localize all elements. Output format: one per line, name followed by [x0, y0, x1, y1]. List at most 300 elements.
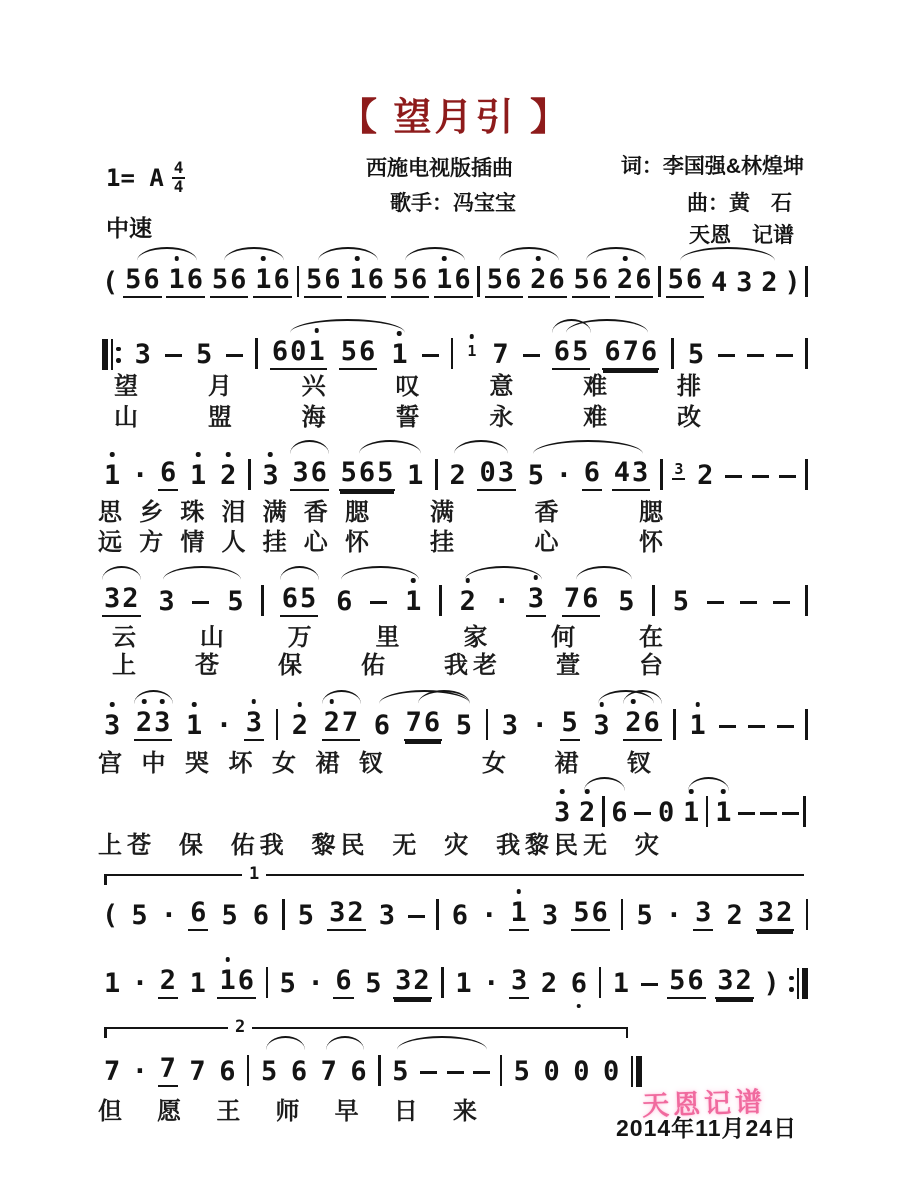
barline: [621, 899, 624, 930]
note-digit: 3: [245, 708, 263, 738]
duration-dash: [422, 354, 439, 358]
octave-dot-high: [470, 334, 475, 339]
barline: [276, 709, 279, 740]
note-digit: 7: [159, 1053, 176, 1084]
note-digit: 5: [227, 586, 244, 617]
note-digits: [582, 458, 602, 491]
lyrics-line: [98, 743, 656, 778]
duration-dash: [776, 354, 793, 358]
lyric-syllable: 永: [489, 404, 519, 431]
note-digit: 6: [143, 264, 160, 295]
note-digits: [102, 969, 122, 999]
note: [528, 265, 567, 298]
lyric-syllable: 兴: [301, 373, 331, 400]
note: [434, 265, 473, 298]
note-digits: [539, 969, 559, 999]
note-digit: 0: [573, 1056, 590, 1087]
final-barline: [631, 1056, 642, 1087]
note-digits: [217, 966, 256, 999]
slur-arc: [322, 690, 361, 704]
slur-arc: [499, 247, 560, 261]
barline: [500, 1055, 503, 1086]
octave-dot-high: [268, 452, 273, 457]
duration-dash: [165, 354, 182, 358]
note: [218, 461, 238, 491]
note-digit: 7: [492, 339, 509, 370]
note-digit: 5: [125, 264, 142, 295]
note-digit: 3: [104, 583, 121, 614]
octave-dot-high: [225, 957, 230, 962]
note-digit: 6: [604, 336, 621, 367]
barline: [378, 1055, 381, 1086]
note: [377, 901, 397, 931]
repeat-dots: [116, 347, 121, 363]
note: [450, 901, 470, 931]
octave-dot-high: [560, 789, 565, 794]
note-digit: 5: [300, 583, 317, 614]
note-digit: 1: [189, 968, 206, 999]
note-digits: [244, 708, 264, 741]
lyric-syllable: 意: [489, 373, 519, 400]
lyrics-segment: [98, 522, 374, 557]
note-digit: 6: [570, 969, 588, 999]
note-digit: 7: [622, 336, 639, 367]
slur-arc: [326, 1036, 364, 1050]
note-digits: [280, 584, 319, 617]
tempo-marking: 中速: [106, 215, 152, 241]
note-digit: 6: [271, 336, 289, 367]
note-digits: [405, 461, 425, 491]
note-digits: [289, 1057, 309, 1087]
lyric-syllable: 裙: [315, 750, 345, 777]
lyric-syllable: 萱: [556, 652, 585, 679]
lyric-syllable: 来: [452, 1098, 482, 1125]
note: [512, 1057, 532, 1087]
augmentation-dot: ·: [160, 900, 177, 931]
note-digits: [334, 587, 354, 617]
note-digit: 5: [455, 710, 473, 741]
lyric-syllable: 泪: [221, 499, 251, 526]
note-digits: [158, 966, 178, 999]
note-digit: 0: [543, 1056, 560, 1087]
note-digits: [290, 458, 329, 491]
note-digit: 6: [685, 264, 703, 295]
lyric-syllable: 我老: [444, 652, 502, 679]
note-digit: 3: [632, 457, 649, 488]
note-digit: 2: [413, 965, 430, 996]
note-digit: 2: [135, 708, 153, 738]
octave-dot-high: [192, 702, 197, 707]
lyric-syllable: 佑我: [230, 832, 289, 859]
note-digit: 6: [190, 897, 207, 928]
note: [158, 1054, 178, 1087]
note-digit: 5: [131, 900, 148, 931]
slur-arc: [102, 566, 141, 580]
note-digit: 0: [603, 1056, 620, 1087]
duration-dash: [523, 354, 540, 358]
note-digit: 5: [305, 264, 323, 295]
octave-dot-low: [577, 1004, 582, 1009]
lyric-syllable: 王: [216, 1098, 246, 1125]
note-digits: [671, 587, 691, 617]
notation-line-verse1: [102, 332, 808, 370]
slur-arc: [688, 777, 729, 791]
close-paren: ): [784, 267, 801, 298]
note: [693, 898, 713, 931]
note-digit: 5: [392, 1056, 409, 1087]
duration-dash: [707, 601, 724, 605]
note-digit: 3: [153, 708, 171, 738]
notation-line-ending2: [102, 1049, 642, 1087]
note-digit: 5: [340, 457, 357, 488]
note-digits: [225, 587, 245, 617]
barline: [439, 585, 442, 616]
note-digit: 0: [657, 797, 675, 828]
note-digit: 2: [529, 265, 547, 295]
note-digits: [485, 265, 524, 298]
note: [188, 969, 208, 999]
note-digit: 1: [435, 265, 453, 295]
augmentation-dot: ·: [481, 900, 498, 931]
note-digit: 2: [761, 267, 778, 298]
note-digits: [447, 461, 467, 491]
singer-credit: 歌手：冯宝宝: [390, 192, 516, 215]
lyric-syllable: 情: [180, 529, 210, 556]
augmentation-dot: ·: [131, 1056, 149, 1087]
augmentation-dot: ·: [131, 968, 149, 999]
note-digit: 6: [273, 264, 290, 295]
note: [290, 458, 329, 491]
note: [562, 584, 601, 617]
note-digit: 5: [572, 336, 589, 367]
key-prefix: 1= A: [106, 163, 164, 192]
lyric-syllable: 怀: [344, 529, 374, 556]
lyrics-line: [98, 825, 664, 860]
notation-line-ending1a: [102, 893, 808, 931]
note-digit: 1: [714, 798, 732, 828]
note: [253, 265, 292, 298]
lyric-syllable: 远: [98, 529, 127, 556]
note-digit: 6: [591, 897, 608, 928]
note-digit: 6: [591, 264, 609, 295]
lyric-syllable: 哭: [185, 750, 214, 777]
close-paren: ): [763, 968, 780, 999]
thin-bar: [631, 1056, 634, 1087]
barline: [282, 899, 285, 930]
note-digits: [102, 1057, 122, 1087]
lyric-syllable: 苍: [195, 652, 224, 679]
note-digit: 6: [281, 583, 299, 614]
note-digits: [210, 265, 249, 298]
note-digits: [129, 901, 149, 931]
note-digits: [390, 1057, 410, 1087]
open-paren: (: [102, 267, 119, 298]
note-digits: [377, 901, 397, 931]
note-digits: [102, 711, 122, 741]
note-digit: 2: [624, 708, 642, 738]
duration-dash: [473, 1071, 490, 1075]
note-digits: [591, 711, 611, 741]
note: [509, 966, 529, 999]
note-digit: 1: [689, 711, 707, 741]
note: [363, 969, 383, 999]
duration-dash: [782, 812, 799, 816]
note-digit: 1: [407, 460, 424, 491]
note-digits: [158, 1054, 178, 1087]
note: [259, 1057, 279, 1087]
volta-bracket-2: [104, 1017, 628, 1038]
barline: [671, 338, 674, 369]
note-digit: 6: [237, 965, 254, 996]
slur-arc: [454, 440, 508, 454]
lyric-syllable: 女: [272, 750, 301, 777]
note-digit: 6: [359, 336, 376, 367]
note-digit: 6: [335, 965, 352, 996]
note-digits: [219, 901, 239, 931]
lyric-syllable: 望: [114, 373, 143, 400]
note-digits: [259, 1057, 279, 1087]
lyrics-segment: [114, 366, 706, 401]
duration-dash: [738, 812, 755, 816]
note-digits: [339, 458, 396, 491]
barline: [658, 266, 661, 297]
note-digits: [672, 461, 685, 480]
note-digit: 7: [563, 583, 581, 614]
note: [372, 711, 392, 741]
note: [210, 265, 249, 298]
note-digits: [713, 798, 733, 828]
note-digit: 6: [643, 707, 660, 738]
note-digit: 2: [616, 265, 634, 295]
note: [333, 966, 353, 999]
note: [577, 798, 597, 828]
lyric-syllable: 盟: [207, 404, 237, 431]
note-digit: 1: [307, 337, 325, 367]
barline: [803, 796, 806, 827]
transcription-date: 2014年11月24日: [616, 1115, 798, 1141]
note-digits: [569, 969, 589, 999]
barline: [261, 585, 264, 616]
note: [454, 711, 474, 741]
note-digits: [363, 969, 383, 999]
note-digits: [571, 1057, 591, 1087]
note: [571, 898, 610, 931]
lyric-syllable: 香: [303, 499, 333, 526]
lyric-syllable: 海: [301, 404, 331, 431]
barline: [255, 338, 258, 369]
lyrics-segment: [98, 743, 388, 778]
duration-dash: [226, 354, 243, 358]
barline: [805, 709, 808, 740]
note-digit: 6: [505, 264, 522, 295]
lyric-syllable: 难: [583, 404, 613, 431]
note: [184, 711, 204, 741]
note: [695, 461, 715, 491]
octave-dot-high: [110, 452, 115, 457]
note: [623, 708, 662, 741]
lyric-syllable: 改: [676, 404, 706, 431]
slur-arc: [680, 247, 775, 261]
note: [500, 711, 520, 741]
lyrics-segment: [430, 522, 668, 557]
barline: [602, 796, 605, 827]
barline: [436, 899, 439, 930]
duration-dash: [719, 725, 736, 729]
note: [290, 711, 310, 741]
note-digits: [123, 265, 162, 298]
note-digit: 1: [682, 798, 700, 828]
note-digit: 6: [454, 264, 471, 295]
note-digits: [217, 1057, 237, 1087]
note: [102, 1057, 122, 1087]
note-digit: 5: [221, 900, 238, 931]
note-digits: [319, 1057, 339, 1087]
lyric-syllable: 家: [463, 624, 493, 651]
note-digits: [304, 265, 343, 298]
note-digit: 6: [373, 710, 391, 741]
lyric-syllable: 中: [141, 750, 171, 777]
note: [304, 265, 343, 298]
duration-dash: [192, 601, 209, 605]
note-digits: [102, 584, 141, 617]
note: [634, 901, 654, 931]
note: [666, 265, 705, 298]
barline: [805, 338, 808, 369]
note-digit: 5: [687, 339, 705, 370]
note: [601, 1057, 621, 1087]
note-digits: [623, 708, 662, 741]
augmentation-dot: ·: [132, 460, 149, 491]
note-digits: [572, 265, 611, 298]
lyric-syllable: 女: [482, 750, 511, 777]
note: [539, 969, 559, 999]
note-digits: [656, 798, 676, 828]
lyric-syllable: 里: [375, 624, 405, 651]
note-digits: [218, 461, 238, 491]
note-digit: 6: [687, 965, 704, 996]
note-digits: [601, 1057, 621, 1087]
note: [296, 901, 316, 931]
volta-label-2: 2: [228, 1017, 252, 1037]
note-digit: 6: [410, 264, 428, 295]
note-digit: 6: [635, 264, 652, 295]
slur-arc: [137, 247, 198, 261]
note-digit: 1: [185, 711, 203, 741]
note-digit: 2: [578, 798, 596, 828]
lyrics-line: [98, 1091, 482, 1126]
note-digits: [454, 711, 474, 741]
note-digits: [526, 584, 546, 617]
note-digit: 3: [695, 897, 712, 928]
lyric-syllable: 月: [207, 373, 237, 400]
note-digits: [509, 966, 529, 999]
song-title: 【 望月引 】: [338, 97, 572, 139]
duration-dash: [760, 812, 777, 816]
note: [447, 461, 467, 491]
note-digits: [290, 711, 310, 741]
note: [322, 708, 361, 741]
note-digits: [500, 711, 520, 741]
note-digits: [734, 268, 754, 298]
lyric-syllable: 腮: [639, 499, 668, 526]
note-digit: 2: [449, 460, 466, 491]
augmentation-dot: ·: [307, 968, 324, 999]
lyric-syllable: 台: [639, 652, 668, 679]
slur-arc: [586, 247, 647, 261]
note-digits: [404, 708, 443, 741]
octave-dot-high: [110, 702, 115, 707]
note-digits: [184, 711, 204, 741]
note: [403, 587, 423, 617]
note-digit: 2: [122, 583, 139, 614]
note: [348, 1057, 368, 1087]
note-digit: 3: [501, 710, 519, 741]
barline: [706, 796, 709, 827]
note-digit: 6: [423, 707, 441, 738]
duration-dash: [752, 475, 769, 479]
lyric-syllable: 挂: [262, 529, 292, 556]
note: [219, 901, 239, 931]
duration-dash: [777, 725, 794, 729]
lyric-syllable: 早: [334, 1098, 364, 1125]
note: [102, 969, 122, 999]
note-digits: [348, 1057, 368, 1087]
note-digits: [667, 966, 706, 999]
duration-dash: [748, 725, 765, 729]
repeat-dots: [789, 976, 794, 992]
note-digit: 3: [395, 965, 412, 996]
note-digits: [278, 969, 298, 999]
slur-arc: [224, 247, 285, 261]
note-digits: [512, 1057, 532, 1087]
notation-line-verse4: [102, 703, 808, 741]
note-digits: [188, 969, 208, 999]
lyric-syllable: 保: [178, 832, 208, 859]
slur-arc: [465, 566, 542, 580]
note: [611, 969, 631, 999]
lyric-syllable: 但: [98, 1098, 127, 1125]
note: [166, 265, 205, 298]
note-digits: [465, 343, 478, 359]
volta-label-1: 1: [242, 864, 266, 884]
note-digit: 2: [159, 965, 176, 996]
slur-arc: [533, 440, 643, 454]
slur-arc: [584, 777, 625, 791]
note: [759, 268, 779, 298]
slur-arc: [318, 247, 379, 261]
note-digit: 2: [323, 708, 341, 738]
note: [615, 265, 654, 298]
note: [671, 587, 691, 617]
note-digits: [102, 461, 122, 491]
volta-bracket-1: [104, 864, 804, 885]
note-digit: 6: [611, 797, 628, 828]
slur-arc: [290, 319, 405, 333]
note-digits: [347, 265, 386, 298]
note-digit: 3: [674, 460, 684, 478]
note-digit: 3: [736, 267, 753, 298]
note-digit: 6: [336, 586, 353, 617]
note-digits: [477, 458, 516, 491]
time-signature-numerator: 4: [173, 158, 184, 177]
thin-bar: [111, 339, 114, 370]
lyrics-segment: [98, 825, 664, 860]
note: [339, 458, 396, 491]
note: [134, 708, 173, 741]
lyric-syllable: 心: [534, 529, 564, 556]
slur-arc: [290, 440, 329, 454]
note: [289, 1057, 309, 1087]
